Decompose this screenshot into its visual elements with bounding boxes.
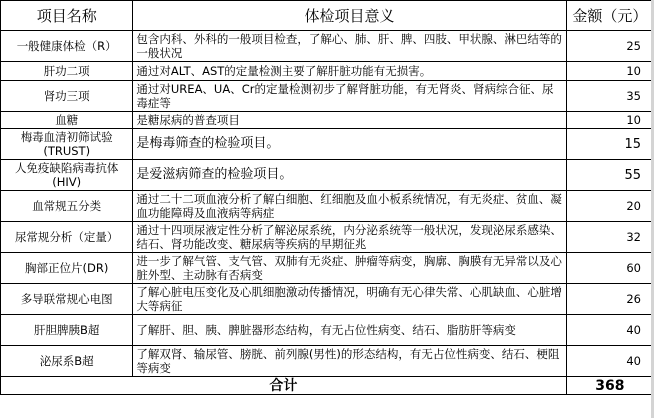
item-name-cell[interactable]: 肝胆脾胰B超: [1, 315, 133, 346]
header-amount[interactable]: 金额（元）: [566, 1, 653, 31]
item-meaning-cell[interactable]: 了解肝、胆、胰、脾脏器形态结构，有无占位性病变、结石、脂肪肝等病变: [133, 315, 566, 346]
item-amount-cell[interactable]: 60: [566, 253, 653, 284]
total-label[interactable]: 合计: [1, 377, 567, 395]
header-item-name[interactable]: 项目名称: [1, 1, 133, 31]
item-amount-cell[interactable]: 35: [566, 81, 653, 112]
header-item-meaning[interactable]: 体检项目意义: [133, 1, 566, 31]
table-row: [1, 346, 654, 377]
item-meaning-cell[interactable]: 包含内科、外科的一般项目检查，了解心、肺、肝、脾、四肢、甲状腺、淋巴结等的一般状况: [133, 31, 566, 62]
item-name-cell[interactable]: 泌尿系B超: [1, 346, 133, 377]
item-amount-cell[interactable]: 20: [566, 191, 653, 222]
item-meaning-cell[interactable]: 通过二十二项血液分析了解白细胞、红细胞及血小板系统情况，有无炎症、贫血、凝血功能障碍及血液病等病症: [133, 191, 566, 222]
item-name-cell[interactable]: 肝功二项: [1, 62, 133, 81]
table-row: [1, 31, 654, 62]
item-meaning-cell[interactable]: 了解双肾、输尿管、膀胱、前列腺(男性)的形态结构，有无占位性病变、结石、梗阻等病变: [133, 346, 566, 377]
item-amount-cell[interactable]: 10: [566, 112, 653, 129]
item-name-cell[interactable]: 肾功三项: [1, 81, 133, 112]
table-row: [1, 284, 654, 315]
item-name-cell[interactable]: 梅毒血清初筛试验(TRUST): [1, 129, 133, 160]
total-row: [1, 377, 654, 395]
item-name-cell[interactable]: 多导联常规心电图: [1, 284, 133, 315]
item-amount-cell[interactable]: 25: [566, 31, 653, 62]
item-meaning-cell[interactable]: 进一步了解气管、支气管、双肺有无炎症、肿瘤等病变，胸廓、胸膜有无异常以及心脏外型、主动脉有否病变: [133, 253, 566, 284]
item-amount-cell[interactable]: 55: [566, 160, 653, 191]
table-header-row: [1, 1, 654, 31]
item-meaning-cell[interactable]: 通过十四项尿液定性分析了解泌尿系统，内分泌系统等一般状况，发现泌尿系感染、结石、肾功能改变、糖尿病等疾病的早期征兆: [133, 222, 566, 253]
item-meaning-cell[interactable]: 通过对UREA、UA、Cr的定量检测初步了解肾脏功能，有无肾炎、肾病综合征、尿毒症等: [133, 81, 566, 112]
table-row: [1, 191, 654, 222]
table-row: [1, 315, 654, 346]
item-meaning-cell[interactable]: 通过对ALT、AST的定量检测主要了解肝脏功能有无损害。: [133, 62, 566, 81]
item-name-cell[interactable]: 血常规五分类: [1, 191, 133, 222]
table-row: [1, 112, 654, 129]
item-meaning-cell[interactable]: 是梅毒筛查的检验项目。: [133, 129, 566, 160]
item-name-cell[interactable]: 一般健康体检（R）: [1, 31, 133, 62]
table-row: [1, 129, 654, 160]
item-amount-cell[interactable]: 26: [566, 284, 653, 315]
table-row: [1, 222, 654, 253]
total-amount[interactable]: 368: [566, 377, 653, 395]
table-row: [1, 81, 654, 112]
item-meaning-cell[interactable]: 了解心脏电压变化及心肌细胞激动传播情况，明确有无心律失常、心肌缺血、心脏增大等病征: [133, 284, 566, 315]
item-name-cell[interactable]: 尿常规分析（定量）: [1, 222, 133, 253]
table-row: [1, 62, 654, 81]
table-row: [1, 253, 654, 284]
item-amount-cell[interactable]: 40: [566, 315, 653, 346]
item-meaning-cell[interactable]: 是糖尿病的普查项目: [133, 112, 566, 129]
item-amount-cell[interactable]: 40: [566, 346, 653, 377]
item-amount-cell[interactable]: 15: [566, 129, 653, 160]
item-amount-cell[interactable]: 10: [566, 62, 653, 81]
table-row: [1, 160, 654, 191]
item-meaning-cell[interactable]: 是爱滋病筛查的检验项目。: [133, 160, 566, 191]
item-amount-cell[interactable]: 32: [566, 222, 653, 253]
item-name-cell[interactable]: 血糖: [1, 112, 133, 129]
item-name-cell[interactable]: 胸部正位片(DR): [1, 253, 133, 284]
item-name-cell[interactable]: 人免疫缺陷病毒抗体(HIV): [1, 160, 133, 191]
